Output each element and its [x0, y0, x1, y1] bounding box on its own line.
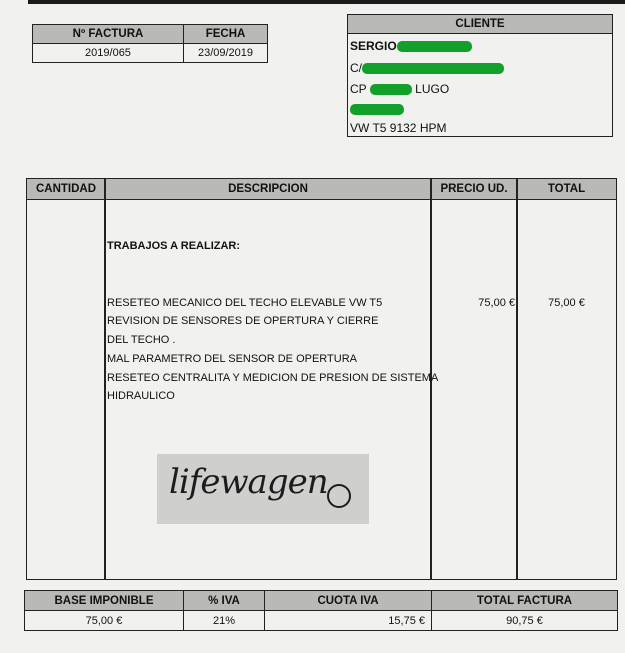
logo-wordmark: lifewagen — [169, 462, 328, 502]
redaction-mark — [350, 104, 404, 115]
company-logo — [157, 454, 369, 524]
client-name-line — [350, 39, 472, 53]
description-line: HIDRAULICO — [107, 390, 175, 402]
description-line: RESETEO MECANICO DEL TECHO ELEVABLE VW T5 — [107, 297, 383, 309]
col-total-header: TOTAL — [517, 179, 616, 200]
invoice-total: 90,75 € — [432, 611, 618, 631]
client-vehicle: VW T5 9132 HPM — [350, 121, 447, 135]
invoice-info-table — [32, 24, 268, 63]
vat-amount-label: CUOTA IVA — [265, 591, 432, 611]
description-line: DEL TECHO . — [107, 334, 176, 346]
vat-amount: 15,75 € — [265, 611, 432, 631]
invoice-date: 23/09/2019 — [184, 44, 268, 63]
col-description-header: DESCRIPCION — [105, 179, 431, 200]
description-line: MAL PARAMETRO DEL SENSOR DE OPERTURA — [107, 353, 357, 365]
client-extra-line — [350, 102, 404, 116]
client-name: SERGIO — [350, 39, 397, 53]
client-header: CLIENTE — [348, 15, 612, 34]
vat-rate-label: % IVA — [184, 591, 265, 611]
totals-table — [24, 590, 618, 631]
description-line: REVISION DE SENSORES DE OPERTURA Y CIERRE — [107, 315, 379, 327]
redaction-mark — [362, 63, 504, 74]
invoice-number: 2019/065 — [33, 44, 184, 63]
vw-emblem-icon — [327, 484, 351, 508]
redaction-mark — [397, 41, 472, 52]
column-divider — [104, 179, 106, 579]
col-price-header: PRECIO UD. — [431, 179, 517, 200]
redaction-mark — [370, 84, 412, 95]
line-total: 75,00 € — [548, 297, 585, 309]
client-address-prefix: C/ — [350, 61, 362, 75]
invoice-date-label: FECHA — [184, 25, 268, 44]
items-box — [26, 178, 617, 580]
base-amount: 75,00 € — [25, 611, 184, 631]
col-quantity-header: CANTIDAD — [27, 179, 105, 200]
unit-price: 75,00 € — [478, 297, 515, 309]
column-divider — [516, 179, 518, 579]
top-rule — [28, 0, 625, 4]
vat-rate: 21% — [184, 611, 265, 631]
invoice-number-label: Nº FACTURA — [33, 25, 184, 44]
invoice-total-label: TOTAL FACTURA — [432, 591, 618, 611]
works-heading: TRABAJOS A REALIZAR: — [107, 240, 241, 252]
client-city-line — [350, 82, 449, 96]
client-address-line — [350, 61, 504, 75]
client-box — [347, 14, 613, 137]
base-label: BASE IMPONIBLE — [25, 591, 184, 611]
description-line: RESETEO CENTRALITA Y MEDICION DE PRESION DE SISTEMA — [107, 372, 439, 384]
client-city: LUGO — [415, 82, 450, 96]
client-cp-prefix: CP — [350, 82, 367, 96]
